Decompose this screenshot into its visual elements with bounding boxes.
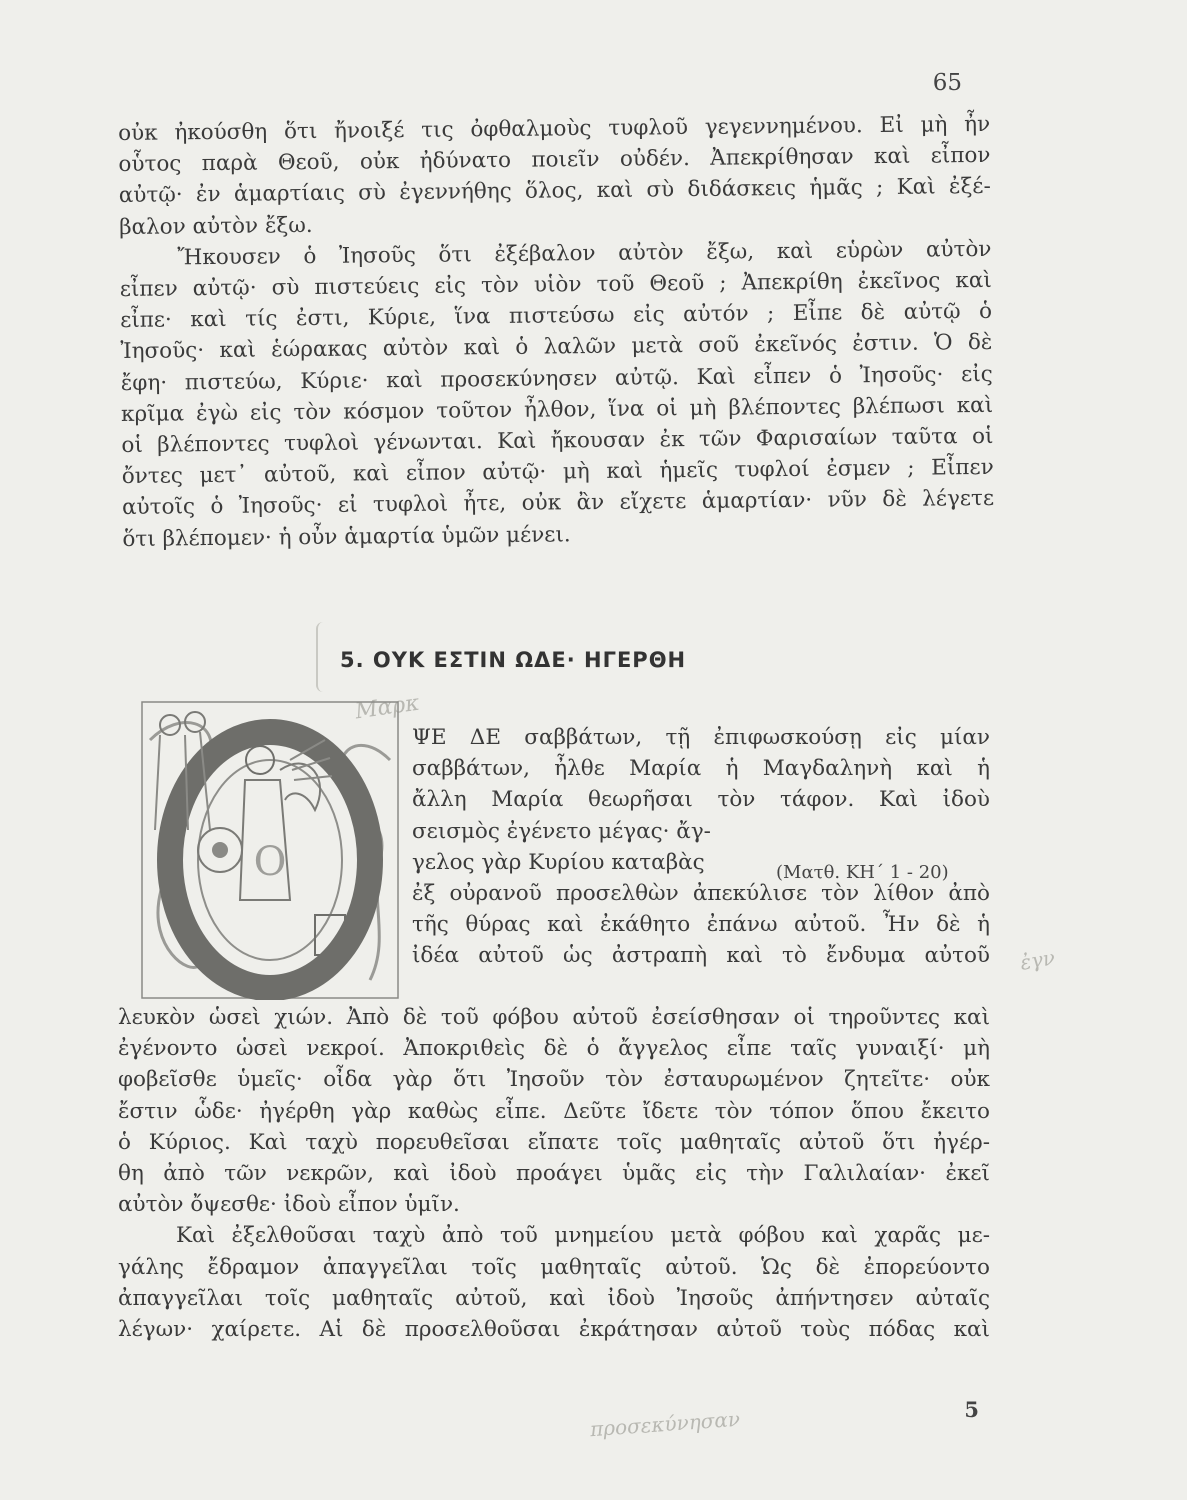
text-line: ὄντες μετ᾽ αὐτοῦ, καὶ εἶπον αὐτῷ· μὴ καὶ ἡμεῖς τυφλοί ἐσμεν ; Εἶπεν: [121, 455, 994, 490]
text-line: γελος γὰρ Κυρίου καταβὰς: [412, 849, 705, 875]
text-line: οἱ βλέποντες τυφλοὶ γένωνται. Καὶ ἤκουσαν ἐκ τῶν Φαρισαίων ταῦτα οἱ: [121, 423, 994, 459]
drop-cap-letter: Ο: [253, 839, 287, 885]
text-line: ἰδέα αὐτοῦ ὡς ἀστραπὴ καὶ τὸ ἔνδυμα αὐτοῦ: [412, 943, 990, 969]
paragraph-block-bottom: [118, 1002, 990, 1345]
pencil-bracket-mark: [316, 622, 330, 692]
text-line: λέγων· χαίρετε. Αἱ δὲ προσελθοῦσαι ἐκράτησαν αὐτοῦ τοὺς πόδας καὶ: [118, 1317, 990, 1343]
text-line: οὗτος παρὰ Θεοῦ, οὐκ ἠδύνατο ποιεῖν οὐδέν. Ἀπεκρίθησαν καὶ εἶπον: [118, 143, 991, 178]
illuminated-drop-cap: [140, 700, 400, 1000]
text-line: Καὶ ἐξελθοῦσαι ταχὺ ἀπὸ τοῦ μνημείου μετὰ φόβου καὶ χαρᾶς με-: [176, 1223, 990, 1249]
handwritten-note: προσεκύνησαν: [589, 1406, 741, 1442]
text-line: οὐκ ἠκούσθη ὅτι ἤνοιξέ τις ὀφθαλμοὺς τυφλοῦ γεγεννημένου. Εἰ μὴ ἦν: [118, 111, 991, 146]
text-line: ἀπαγγεῖλαι τοῖς μαθηταῖς αὐτοῦ, καὶ ἰδοὺ Ἰησοῦς ἀπήντησεν αὐταῖς: [118, 1285, 990, 1311]
text-line: αὐτῷ· ἐν ἁμαρτίαις σὺ ἐγεννήθης ὅλος, καὶ σὺ διδάσκεις ἡμᾶς ; Καὶ ἐξέ-: [118, 174, 991, 209]
text-line: Ἤκουσεν ὁ Ἰησοῦς ὅτι ἐξέβαλον αὐτὸν ἔξω, καὶ εὑρὼν αὐτὸν: [177, 236, 992, 271]
handwritten-note: Μαρκ: [353, 690, 422, 725]
text-line: λευκὸν ὡσεὶ χιών. Ἀπὸ δὲ τοῦ φόβου αὐτοῦ ἐσείσθησαν οἱ τηροῦντες καὶ: [118, 1005, 990, 1030]
paragraph-block-dropcap: [412, 722, 990, 972]
text-line: ὅτι βλέπομεν· ἡ οὖν ἁμαρτία ὑμῶν μένει.: [122, 521, 571, 552]
text-line: ἐξ οὐρανοῦ προσελθὼν ἀπεκύλισε τὸν λίθον ἀπὸ: [412, 881, 990, 907]
paragraph-block-top: [118, 109, 995, 555]
text-line: αὐτοῖς ὁ Ἰησοῦς· εἰ τυφλοὶ ἦτε, οὐκ ἂν εἴχετε ἁμαρτίαν· νῦν δὲ λέγετε: [121, 486, 995, 521]
page-number: 65: [932, 70, 962, 96]
signature-number: 5: [964, 1397, 979, 1422]
text-line: αὐτὸν ὄψεσθε· ἰδοὺ εἶπον ὑμῖν.: [118, 1192, 460, 1218]
handwritten-note: ἐγν: [1018, 945, 1057, 975]
text-line: θη ἀπὸ τῶν νεκρῶν, καὶ ἰδοὺ προάγει ὑμᾶς εἰς τὴν Γαλιλαίαν· ἐκεῖ: [118, 1161, 990, 1187]
text-line: ἐγένοντο ὡσεὶ νεκροί. Ἀποκριθεὶς δὲ ὁ ἄγγελος εἶπε ταῖς γυναιξί· μὴ: [118, 1036, 990, 1062]
section-title: 5. ΟΥΚ ΕΣΤΙΝ ΩΔΕ· ΗΓΕΡΘΗ: [340, 648, 687, 672]
text-line: τῆς θύρας καὶ ἐκάθητο ἐπάνω αὐτοῦ. Ἦν δὲ ἡ: [412, 912, 990, 938]
text-line: σεισμὸς ἐγένετο μέγας· ἄγ-: [412, 818, 711, 844]
text-line: Ἰησοῦς· καὶ ἑώρακας αὐτὸν καὶ ὁ λαλῶν μετὰ σοῦ ἐκεῖνός ἐστιν. Ὁ δὲ: [120, 330, 993, 365]
text-line: ἔστιν ὧδε· ἠγέρθη γὰρ καθὼς εἶπε. Δεῦτε ἴδετε τὸν τόπον ὅπου ἔκειτο: [118, 1098, 990, 1124]
text-line: κρῖμα ἐγὼ εἰς τὸν κόσμον τοῦτον ἦλθον, ἵνα οἱ μὴ βλέποντες βλέπωσι καὶ: [120, 392, 994, 427]
text-line: σαββάτων, ἦλθε Μαρία ἡ Μαγδαληνὴ καὶ ἡ: [412, 756, 990, 782]
drop-cap-illustration: [140, 700, 400, 1000]
text-line: ὁ Κύριος. Καὶ ταχὺ πορευθεῖσαι εἴπατε τοῖς μαθηταῖς αὐτοῦ ὅτι ἠγέρ-: [118, 1129, 990, 1155]
text-line: ΨΕ ΔΕ σαββάτων, τῇ ἐπιφωσκούσῃ εἰς μίαν: [412, 725, 990, 750]
text-line: ἔφη· πιστεύω, Κύριε· καὶ προσεκύνησεν αὐτῷ. Καὶ εἶπεν ὁ Ἰησοῦς· εἰς: [120, 361, 993, 396]
text-line: φοβεῖσθε ὑμεῖς· οἶδα γὰρ ὅτι Ἰησοῦν τὸν ἐσταυρωμένον ζητεῖτε· οὐκ: [118, 1067, 990, 1093]
text-line: βαλον αὐτὸν ἔξω.: [119, 212, 313, 240]
text-line: ἄλλη Μαρία θεωρῆσαι τὸν τάφον. Καὶ ἰδοὺ: [412, 787, 990, 813]
text-line: εἶπε· καὶ τίς ἐστι, Κύριε, ἵνα πιστεύσω εἰς αὐτόν ; Εἶπε δὲ αὐτῷ ὁ: [119, 299, 993, 334]
text-line: γάλης ἔδραμον ἀπαγγεῖλαι τοῖς μαθηταῖς αὐτοῦ. Ὡς δὲ ἐπορεύοντο: [118, 1254, 990, 1280]
scripture-citation: (Ματθ. ΚΗ΄ 1 - 20): [776, 862, 949, 883]
text-line: εἶπεν αὐτῷ· σὺ πιστεύεις εἰς τὸν υἱὸν τοῦ Θεοῦ ; Ἀπεκρίθη ἐκεῖνος καὶ: [119, 267, 992, 303]
